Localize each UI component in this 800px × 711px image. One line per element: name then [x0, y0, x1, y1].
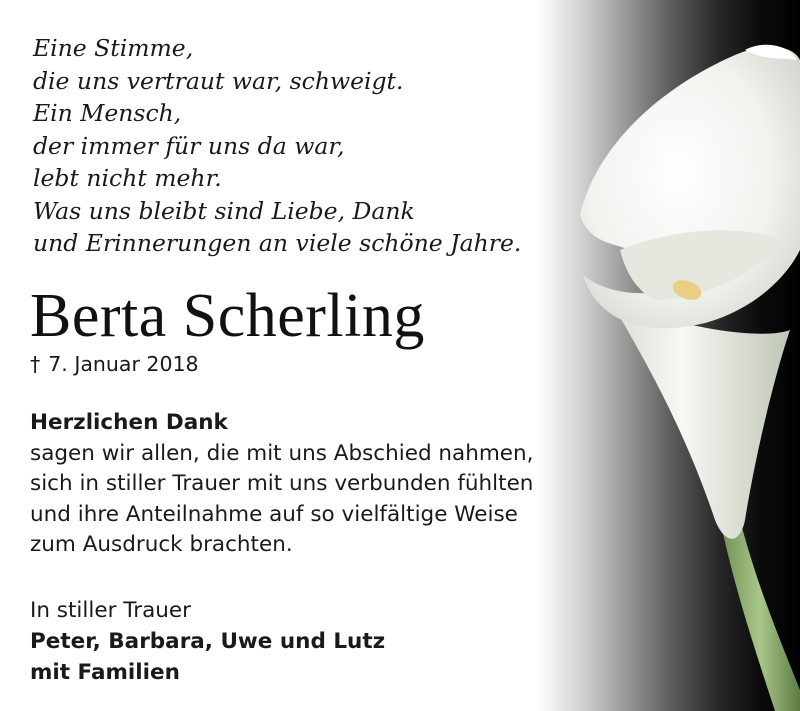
thanks-section	[30, 408, 534, 561]
poem-line: der immer für uns da war,	[33, 131, 345, 160]
deceased-name: Berta Scherling	[30, 282, 425, 350]
poem-line: und Erinnerungen an viele schöne Jahre.	[33, 229, 522, 257]
death-date: 7. Januar 2018	[48, 352, 199, 376]
thanks-line: und ihre Anteilnahme auf so vielfältige Weise	[30, 501, 518, 527]
mourner-suffix: mit Familien	[30, 660, 180, 685]
mourner-names: Peter, Barbara, Uwe und Lutz	[30, 629, 386, 654]
poem-line: Was uns bleibt sind Liebe, Dank	[33, 196, 415, 225]
death-date-line	[30, 352, 199, 376]
thanks-line: zum Ausdruck brachten.	[30, 532, 293, 557]
thanks-line: sich in stiller Trauer mit uns verbunden fühlten	[30, 471, 534, 496]
poem-line: die uns vertraut war, schweigt.	[33, 66, 404, 95]
cross-icon: †	[30, 352, 41, 376]
memorial-poem	[33, 32, 521, 260]
poem-line: lebt nicht mehr.	[33, 164, 222, 192]
thanks-heading: Herzlichen Dank	[30, 410, 228, 435]
calla-lily-icon	[535, 0, 800, 711]
signoff-intro: In stiller Trauer	[30, 598, 191, 623]
thanks-line: sagen wir allen, die mit uns Abschied nahmen,	[30, 440, 534, 466]
signoff-section	[30, 595, 385, 688]
poem-line: Ein Mensch,	[33, 99, 182, 127]
poem-line: Eine Stimme,	[33, 34, 194, 62]
